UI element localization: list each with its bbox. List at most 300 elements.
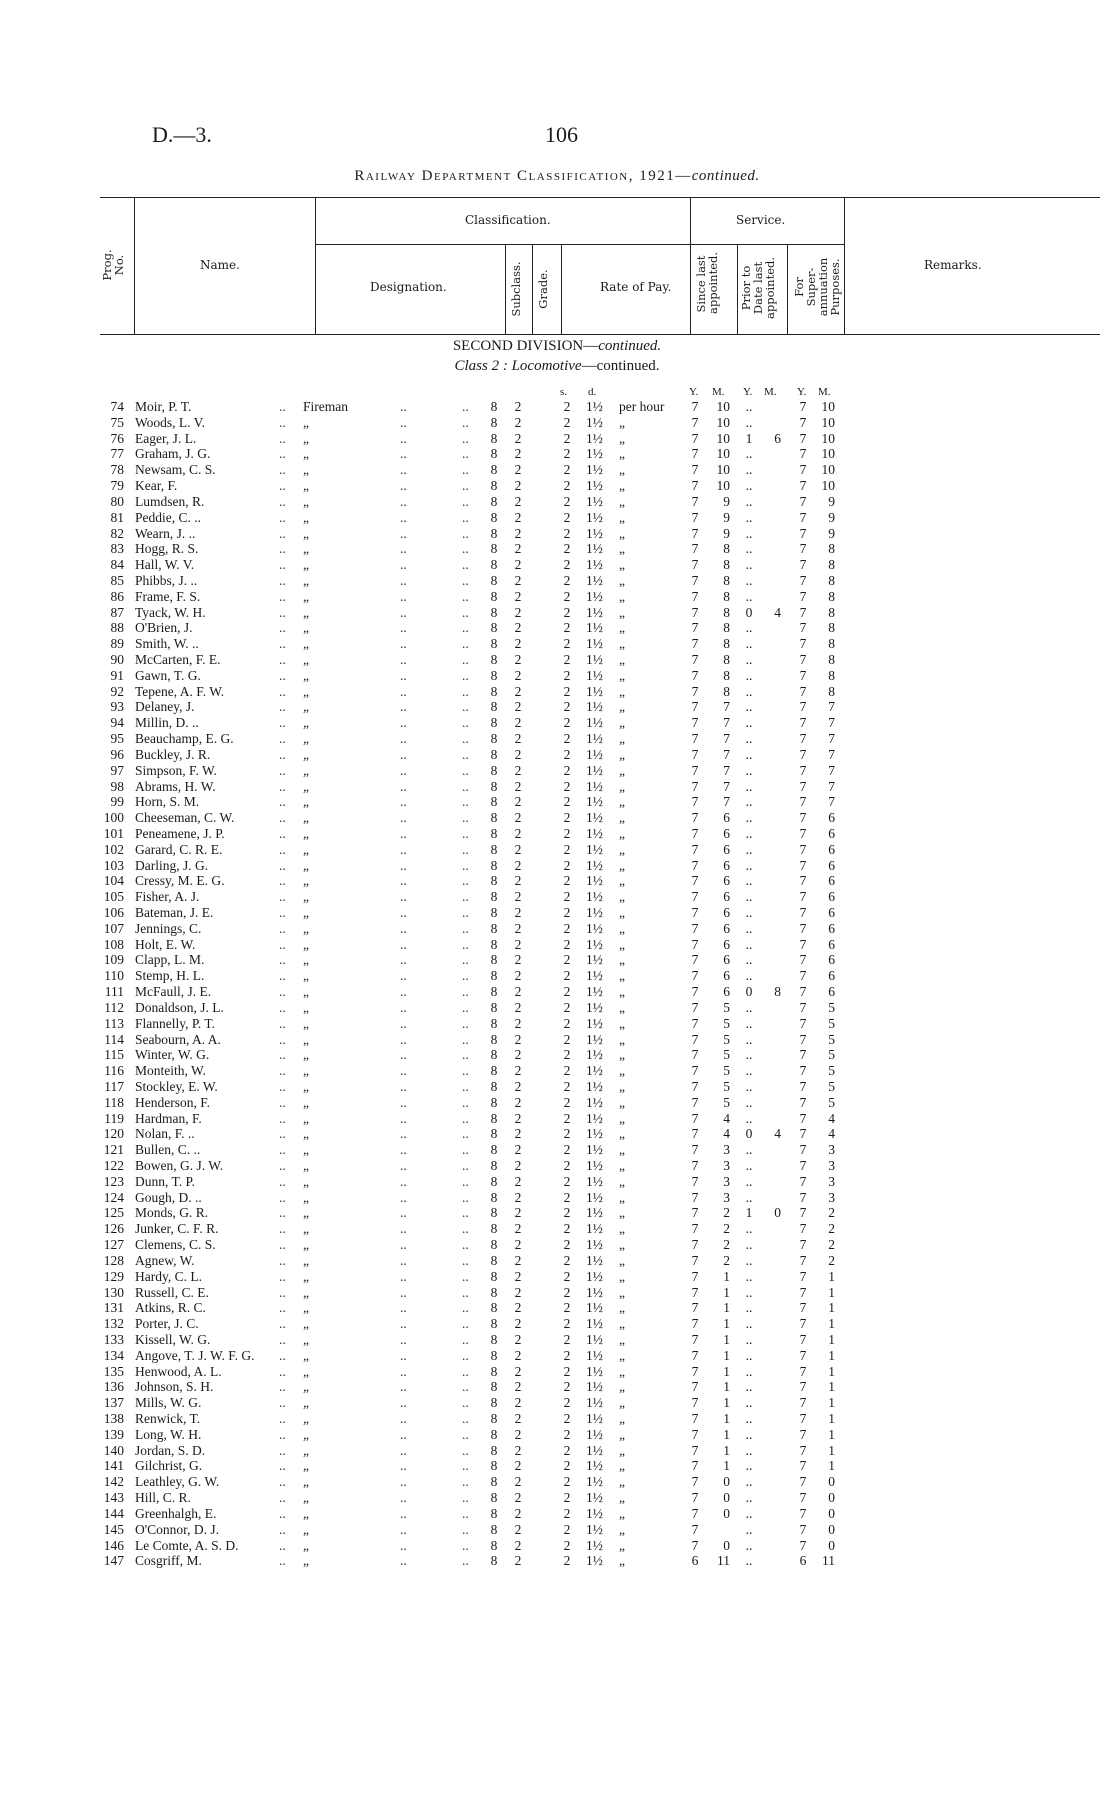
class-heading <box>0 358 1114 375</box>
prior-years: .. <box>745 667 753 683</box>
since-years: 7 <box>691 794 699 810</box>
leader-dots: .. <box>279 1158 286 1173</box>
subclass-cell: 8 <box>490 557 498 573</box>
rate-shillings: 2 <box>563 1126 571 1142</box>
designation-cell: „ <box>303 1363 309 1379</box>
rate-shillings: 2 <box>563 1347 571 1363</box>
table-row <box>0 1427 1114 1443</box>
rate-suffix: „ <box>619 1284 625 1300</box>
designation-cell: „ <box>303 1553 309 1569</box>
since-months: 2 <box>723 1221 730 1237</box>
super-months: 6 <box>828 984 835 1000</box>
grade-cell: 2 <box>514 1047 522 1063</box>
leader-dots: .. <box>279 620 286 636</box>
since-years: 7 <box>691 999 699 1015</box>
designation-cell: „ <box>303 1474 309 1490</box>
since-months: 1 <box>723 1426 730 1442</box>
super-months: 1 <box>828 1379 835 1395</box>
leader-dots: .. <box>279 1189 286 1205</box>
since-years: 7 <box>691 683 699 699</box>
since-years: 7 <box>691 1331 699 1347</box>
document-code: D.—3. <box>152 122 212 147</box>
prior-years: .. <box>745 1252 753 1268</box>
super-years: 7 <box>799 857 807 873</box>
leader-dots: .. <box>279 889 286 905</box>
rate-pence: 1½ <box>586 905 603 920</box>
designation-cell: „ <box>303 1458 309 1474</box>
rate-shillings: 2 <box>563 1142 571 1158</box>
grade-cell: 2 <box>514 1553 522 1569</box>
super-months: 1 <box>828 1316 835 1332</box>
rate-suffix: „ <box>619 952 625 968</box>
super-months: 5 <box>828 999 835 1015</box>
rate-suffix: „ <box>619 984 625 1000</box>
table-row <box>0 731 1114 747</box>
prog-no: 90 <box>110 652 124 667</box>
leader-dots: .. <box>400 952 407 968</box>
leader-dots: .. <box>400 1094 407 1110</box>
designation-cell: „ <box>303 1300 309 1316</box>
prog-no: 86 <box>110 588 124 604</box>
rate-shillings: 2 <box>563 1505 571 1521</box>
since-years: 7 <box>691 778 699 794</box>
subclass-cell: 8 <box>490 1316 498 1332</box>
rate-pence: 1½ <box>586 541 603 557</box>
prior-months: 4 <box>774 604 781 620</box>
since-years: 7 <box>691 1047 699 1063</box>
leader-dots: .. <box>400 920 407 936</box>
table-row <box>0 557 1114 573</box>
super-years: 7 <box>799 699 807 715</box>
rate-shillings: 2 <box>563 1300 571 1316</box>
leader-dots: .. <box>400 1379 407 1395</box>
grade-cell: 2 <box>514 414 522 430</box>
rate-shillings: 2 <box>563 620 571 636</box>
rate-shillings: 2 <box>563 778 571 794</box>
prog-no: 88 <box>110 620 124 636</box>
rate-suffix: „ <box>619 1158 625 1173</box>
table-row <box>0 494 1114 510</box>
since-months: 2 <box>723 1237 730 1253</box>
leader-dots: .. <box>279 1395 286 1411</box>
rate-pence: 1½ <box>586 620 603 636</box>
prior-years: .. <box>745 620 753 636</box>
name-cell: Long, W. H. <box>135 1426 202 1442</box>
super-months: 8 <box>828 604 835 620</box>
name-cell: Fisher, A. J. <box>135 889 200 905</box>
grade-cell: 2 <box>514 493 522 509</box>
designation-cell: „ <box>303 1094 309 1110</box>
leader-dots: .. <box>462 1458 469 1474</box>
super-years: 7 <box>799 1379 807 1395</box>
since-months: 7 <box>723 699 730 715</box>
rate-pence: 1½ <box>586 1490 603 1506</box>
leader-dots: .. <box>279 1110 286 1126</box>
leader-dots: .. <box>462 446 469 462</box>
leader-dots: .. <box>279 1363 286 1379</box>
rate-suffix: „ <box>619 620 625 636</box>
subclass-cell: 8 <box>490 478 498 494</box>
name-cell: Cosgriff, M. <box>135 1553 202 1569</box>
designation-cell: „ <box>303 746 309 762</box>
leader-dots: .. <box>279 841 286 857</box>
super-years: 7 <box>799 1490 807 1506</box>
leader-dots: .. <box>279 984 286 1000</box>
rate-shillings: 2 <box>563 414 571 430</box>
table-row <box>0 1063 1114 1079</box>
rate-pence: 1½ <box>586 889 603 905</box>
leader-dots: .. <box>279 1411 286 1426</box>
super-years: 7 <box>799 715 807 731</box>
grade-cell: 2 <box>514 446 522 462</box>
prior-years: .. <box>745 446 753 462</box>
grade-cell: 2 <box>514 920 522 936</box>
since-months: 6 <box>723 936 730 952</box>
leader-dots: .. <box>462 1268 469 1284</box>
subclass-cell: 8 <box>490 920 498 936</box>
name-cell: Clapp, L. M. <box>135 952 205 968</box>
grade-cell: 2 <box>514 1205 522 1221</box>
since-months: 3 <box>723 1142 730 1158</box>
rate-pence: 1½ <box>586 857 603 873</box>
leader-dots: .. <box>400 588 407 604</box>
prog-no: 133 <box>103 1331 124 1347</box>
rate-suffix: „ <box>619 1173 625 1189</box>
name-cell: Donaldson, J. L. <box>135 999 224 1015</box>
leader-dots: .. <box>400 1047 407 1063</box>
leader-dots: .. <box>279 462 286 478</box>
name-cell: Cressy, M. E. G. <box>135 873 225 889</box>
leader-dots: .. <box>400 1395 407 1411</box>
leader-dots: .. <box>462 1078 469 1094</box>
since-years: 7 <box>691 620 699 636</box>
prior-years: .. <box>745 1347 753 1363</box>
rate-pence: 1½ <box>586 825 603 841</box>
rate-suffix: „ <box>619 1094 625 1110</box>
super-years: 7 <box>799 683 807 699</box>
prog-no: 128 <box>103 1252 124 1268</box>
prog-no: 99 <box>110 794 124 810</box>
designation-cell: „ <box>303 810 309 826</box>
rate-suffix: „ <box>619 1189 625 1205</box>
rate-pence: 1½ <box>586 1300 603 1316</box>
leader-dots: .. <box>279 430 286 446</box>
leader-dots: .. <box>400 1347 407 1363</box>
designation-cell: „ <box>303 604 309 620</box>
rate-pence: 1½ <box>586 999 603 1015</box>
rate-pence: 1½ <box>586 920 603 936</box>
leader-dots: .. <box>279 667 286 683</box>
leader-dots: .. <box>400 1537 407 1553</box>
since-months: 8 <box>723 604 730 620</box>
since-years: 7 <box>691 430 699 446</box>
designation-cell: „ <box>303 889 309 905</box>
prior-years: .. <box>745 509 753 525</box>
rate-pence: 1½ <box>586 1252 603 1268</box>
since-months: 10 <box>716 399 730 414</box>
leader-dots: .. <box>400 1331 407 1347</box>
rate-shillings: 2 <box>563 1094 571 1110</box>
designation-cell: „ <box>303 905 309 920</box>
table-row <box>0 1411 1114 1427</box>
rate-shillings: 2 <box>563 604 571 620</box>
rate-suffix: „ <box>619 1237 625 1253</box>
subclass-cell: 8 <box>490 1031 498 1047</box>
prior-years: .. <box>745 1458 753 1474</box>
unit-months-1: M. <box>712 386 725 398</box>
designation-cell: „ <box>303 588 309 604</box>
leader-dots: .. <box>279 652 286 667</box>
table-row <box>0 794 1114 810</box>
rate-suffix: „ <box>619 572 625 588</box>
name-cell: O'Brien, J. <box>135 620 193 636</box>
rate-pence: 1½ <box>586 462 603 478</box>
table-row <box>0 1174 1114 1190</box>
table-row <box>0 1553 1114 1569</box>
leader-dots: .. <box>462 620 469 636</box>
leader-dots: .. <box>400 1126 407 1142</box>
division-name: SECOND DIVISION <box>452 338 584 354</box>
designation-cell: „ <box>303 1411 309 1426</box>
super-months: 1 <box>828 1331 835 1347</box>
rate-suffix: „ <box>619 1300 625 1316</box>
grade-cell: 2 <box>514 1300 522 1316</box>
prior-years: 0 <box>745 984 753 1000</box>
rate-suffix: „ <box>619 778 625 794</box>
designation-cell: „ <box>303 541 309 557</box>
table-row <box>0 842 1114 858</box>
leader-dots: .. <box>462 731 469 747</box>
prog-no: 100 <box>103 810 124 826</box>
grade-cell: 2 <box>514 1284 522 1300</box>
leader-dots: .. <box>462 794 469 810</box>
leader-dots: .. <box>462 414 469 430</box>
since-years: 7 <box>691 493 699 509</box>
super-years: 7 <box>799 889 807 905</box>
class-prefix: Class 2 : <box>454 358 508 374</box>
table-row <box>0 1126 1114 1142</box>
grade-cell: 2 <box>514 1331 522 1347</box>
table-header <box>100 197 1100 335</box>
rate-suffix: „ <box>619 525 625 541</box>
leader-dots: .. <box>279 905 286 920</box>
since-years: 7 <box>691 1237 699 1253</box>
leader-dots: .. <box>400 1521 407 1537</box>
super-months: 8 <box>828 620 835 636</box>
name-cell: Simpson, F. W. <box>135 762 217 778</box>
super-years: 7 <box>799 652 807 667</box>
super-years: 7 <box>799 1395 807 1411</box>
rate-pence: 1½ <box>586 778 603 794</box>
grade-cell: 2 <box>514 478 522 494</box>
prog-no: 92 <box>110 683 124 699</box>
leader-dots: .. <box>462 715 469 731</box>
since-months: 5 <box>723 999 730 1015</box>
prog-no: 80 <box>110 493 124 509</box>
super-months: 8 <box>828 636 835 652</box>
prior-years: .. <box>745 636 753 652</box>
super-months: 10 <box>821 462 835 478</box>
since-years: 7 <box>691 699 699 715</box>
grade-cell: 2 <box>514 1173 522 1189</box>
leader-dots: .. <box>462 762 469 778</box>
leader-dots: .. <box>462 1316 469 1332</box>
leader-dots: .. <box>279 1268 286 1284</box>
leader-dots: .. <box>279 1300 286 1316</box>
prior-years: .. <box>745 841 753 857</box>
rate-shillings: 2 <box>563 541 571 557</box>
grade-cell: 2 <box>514 525 522 541</box>
since-years: 7 <box>691 1474 699 1490</box>
prog-no: 116 <box>104 1063 124 1079</box>
name-cell: Monds, G. R. <box>135 1205 209 1221</box>
table-row <box>0 399 1114 415</box>
name-cell: Hardman, F. <box>135 1110 202 1126</box>
rate-shillings: 2 <box>563 794 571 810</box>
super-years: 7 <box>799 1015 807 1031</box>
super-months: 9 <box>828 509 835 525</box>
rate-shillings: 2 <box>563 588 571 604</box>
table-row <box>0 1142 1114 1158</box>
header-superannuation: For Super- annuation Purposes. <box>792 257 842 317</box>
rate-pence: 1½ <box>586 762 603 778</box>
leader-dots: .. <box>400 1078 407 1094</box>
rate-shillings: 2 <box>563 810 571 826</box>
grade-cell: 2 <box>514 1363 522 1379</box>
grade-cell: 2 <box>514 857 522 873</box>
leader-dots: .. <box>462 1426 469 1442</box>
prior-years: .. <box>745 652 753 667</box>
table-row <box>0 1379 1114 1395</box>
subclass-cell: 8 <box>490 1110 498 1126</box>
table-row <box>0 1047 1114 1063</box>
leader-dots: .. <box>400 557 407 573</box>
rate-pence: 1½ <box>586 984 603 1000</box>
leader-dots: .. <box>400 857 407 873</box>
since-years: 7 <box>691 1316 699 1332</box>
rate-pence: 1½ <box>586 652 603 667</box>
super-years: 7 <box>799 1158 807 1173</box>
prior-years: .. <box>745 1015 753 1031</box>
leader-dots: .. <box>462 1347 469 1363</box>
prior-years: 1 <box>745 1205 753 1221</box>
rate-suffix: „ <box>619 699 625 715</box>
name-cell: Angove, T. J. W. F. G. <box>135 1347 255 1363</box>
name-cell: Greenhalgh, E. <box>135 1505 217 1521</box>
leader-dots: .. <box>462 746 469 762</box>
since-months: 6 <box>723 857 730 873</box>
name-cell: Horn, S. M. <box>135 794 200 810</box>
leader-dots: .. <box>279 604 286 620</box>
since-months: 10 <box>716 446 730 462</box>
grade-cell: 2 <box>514 1505 522 1521</box>
leader-dots: .. <box>462 1411 469 1426</box>
prior-months: 8 <box>774 984 781 1000</box>
leader-dots: .. <box>400 652 407 667</box>
leader-dots: .. <box>462 1521 469 1537</box>
name-cell: Delaney, J. <box>135 699 195 715</box>
rate-suffix: „ <box>619 746 625 762</box>
rate-pence: 1½ <box>586 1426 603 1442</box>
prog-no: 105 <box>103 889 124 905</box>
prog-no: 138 <box>103 1411 124 1426</box>
rate-shillings: 2 <box>563 430 571 446</box>
since-years: 7 <box>691 1379 699 1395</box>
table-row <box>0 715 1114 731</box>
name-cell: Garard, C. R. E. <box>135 841 223 857</box>
grade-cell: 2 <box>514 1126 522 1142</box>
since-years: 7 <box>691 968 699 984</box>
super-years: 6 <box>799 1553 807 1569</box>
since-months: 0 <box>723 1490 730 1506</box>
super-years: 7 <box>799 1189 807 1205</box>
super-years: 7 <box>799 1268 807 1284</box>
leader-dots: .. <box>279 1047 286 1063</box>
prog-no: 79 <box>110 478 124 494</box>
leader-dots: .. <box>462 652 469 667</box>
name-cell: Wearn, J. .. <box>135 525 196 541</box>
since-months: 7 <box>723 715 730 731</box>
leader-dots: .. <box>462 1110 469 1126</box>
prior-years: .. <box>745 1553 753 1569</box>
rate-pence: 1½ <box>586 1363 603 1379</box>
subclass-cell: 8 <box>490 604 498 620</box>
name-cell: Newsam, C. S. <box>135 462 216 478</box>
subclass-cell: 8 <box>490 1158 498 1173</box>
leader-dots: .. <box>462 1490 469 1506</box>
leader-dots: .. <box>400 984 407 1000</box>
since-years: 7 <box>691 509 699 525</box>
leader-dots: .. <box>462 1189 469 1205</box>
subclass-cell: 8 <box>490 1426 498 1442</box>
leader-dots: .. <box>400 541 407 557</box>
rate-pence: 1½ <box>586 699 603 715</box>
table-row <box>0 968 1114 984</box>
super-months: 3 <box>828 1173 835 1189</box>
rate-suffix: „ <box>619 1426 625 1442</box>
grade-cell: 2 <box>514 509 522 525</box>
super-years: 7 <box>799 604 807 620</box>
super-years: 7 <box>799 731 807 747</box>
leader-dots: .. <box>279 825 286 841</box>
super-months: 5 <box>828 1031 835 1047</box>
designation-cell: „ <box>303 1537 309 1553</box>
leader-dots: .. <box>279 588 286 604</box>
grade-cell: 2 <box>514 541 522 557</box>
prog-no: 75 <box>110 414 124 430</box>
grade-cell: 2 <box>514 905 522 920</box>
super-months: 5 <box>828 1063 835 1079</box>
leader-dots: .. <box>462 1031 469 1047</box>
leader-dots: .. <box>400 1173 407 1189</box>
rate-suffix: „ <box>619 1078 625 1094</box>
super-years: 7 <box>799 1474 807 1490</box>
since-years: 7 <box>691 652 699 667</box>
leader-dots: .. <box>462 541 469 557</box>
leader-dots: .. <box>279 1442 286 1458</box>
leader-dots: .. <box>279 399 286 414</box>
header-name: Name. <box>200 258 240 272</box>
table-row <box>0 478 1114 494</box>
super-years: 7 <box>799 778 807 794</box>
since-months: 6 <box>723 873 730 889</box>
leader-dots: .. <box>279 936 286 952</box>
prior-years: 1 <box>745 430 753 446</box>
super-years: 7 <box>799 525 807 541</box>
rate-shillings: 2 <box>563 1379 571 1395</box>
since-months: 1 <box>723 1268 730 1284</box>
since-years: 7 <box>691 636 699 652</box>
